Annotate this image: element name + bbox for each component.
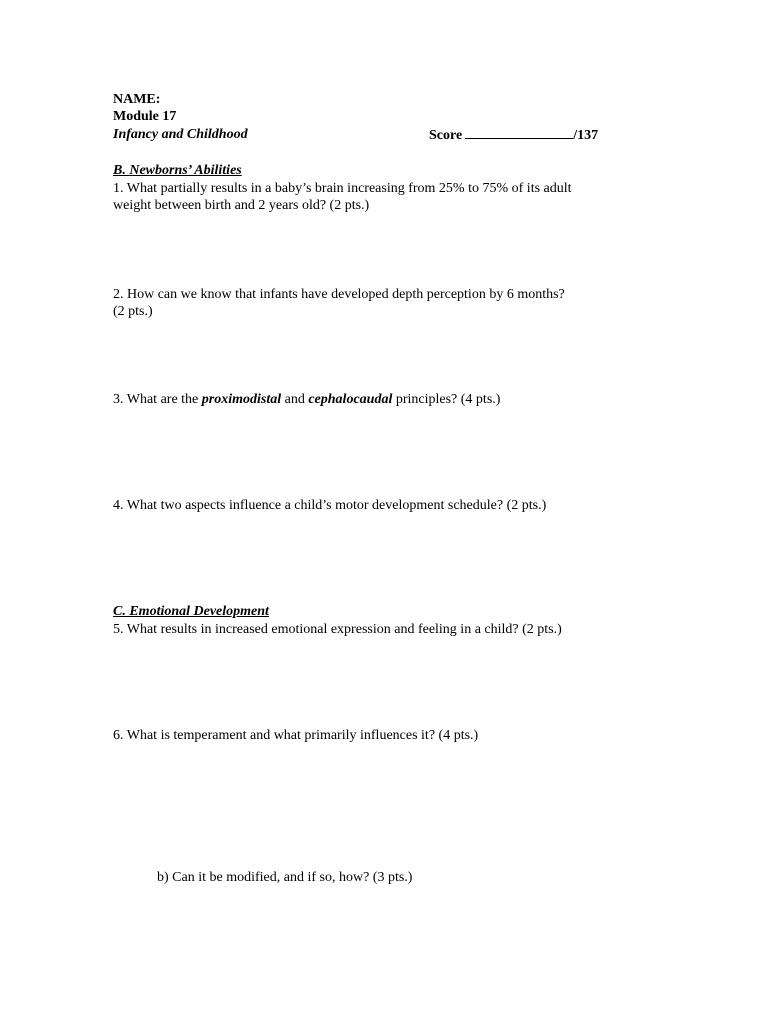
question-2-line-2: (2 pts.)	[113, 304, 153, 319]
score-label: Score	[429, 128, 463, 143]
name-label: NAME:	[113, 92, 161, 107]
section-c-heading: C. Emotional Development	[113, 604, 269, 619]
question-6: 6. What is temperament and what primarily influences it? (4 pts.)	[113, 728, 479, 743]
question-3-suffix: principles? (4 pts.)	[392, 392, 501, 407]
score-blank[interactable]	[465, 126, 573, 139]
worksheet-title: Infancy and Childhood	[113, 127, 248, 142]
question-4: 4. What two aspects influence a child’s motor development schedule? (2 pts.)	[113, 498, 547, 513]
question-6b: b) Can it be modified, and if so, how? (3 pts.)	[157, 870, 413, 885]
term-proximodistal: proximodistal	[201, 392, 282, 407]
question-5: 5. What results in increased emotional expression and feeling in a child? (2 pts.)	[113, 622, 562, 637]
question-3-prefix: 3. What are the	[113, 392, 202, 407]
question-1-line-1: 1. What partially results in a baby’s brain increasing from 25% to 75% of its adult	[113, 181, 572, 196]
module-label: Module 17	[113, 109, 177, 124]
score-field	[429, 126, 598, 144]
question-1-line-2: weight between birth and 2 years old? (2 pts.)	[113, 198, 370, 213]
question-3-and: and	[281, 392, 309, 407]
section-b-heading: B. Newborns’ Abilities	[113, 163, 242, 178]
term-cephalocaudal: cephalocaudal	[308, 392, 393, 407]
question-3	[113, 391, 500, 408]
question-2-line-1: 2. How can we know that infants have developed depth perception by 6 months?	[113, 287, 565, 302]
score-total: /137	[573, 128, 599, 143]
